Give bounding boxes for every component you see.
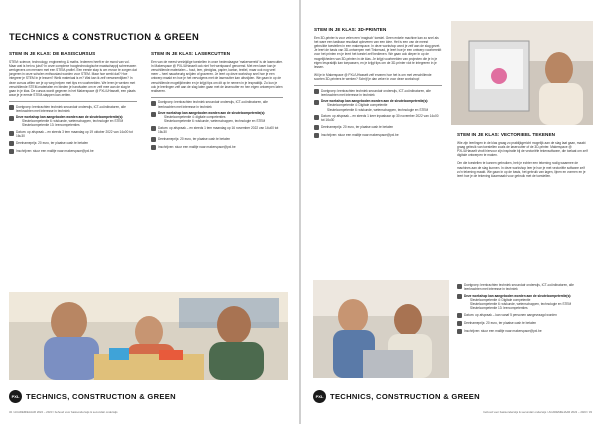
mail-icon bbox=[314, 133, 319, 138]
calendar-icon bbox=[151, 126, 156, 131]
info-prijs: Deelnameprijs: 20 euro, ter plaatse cash te betalen bbox=[314, 125, 442, 131]
info-competenties: Deze workshop kan aangeboden worden aan de sleutelcompetentie(s): Sleutelcompetentie 4: digitale competenties Sleutelcompetentie 6: wiskunde, wetenschappen, technologie en STEM bbox=[151, 111, 283, 123]
calendar-icon bbox=[9, 131, 14, 136]
calendar-icon bbox=[457, 313, 462, 318]
info-inschrijven[interactable]: Inschrijven: stuur een mailtje naar makerspace@pxl.be bbox=[9, 149, 137, 155]
article-heading: STEM IN JE KLAS: VECTORIEEL TEKENEN bbox=[457, 132, 556, 137]
footer-logo bbox=[313, 390, 480, 403]
left-page bbox=[0, 0, 299, 424]
article-basiscursus bbox=[9, 52, 137, 157]
footer-title: TECHNICS, CONSTRUCTION & GREEN bbox=[330, 392, 480, 401]
article-body: STEM: science, technology, engineering & maths. Iedereen heeft er de mond van vol. Maar wat is het nu juist? In onze complexe hoogtechnologische maatschappij schreeuwen werkgevers om mensen met een STEM-profiel. Een eerste stap is om ervoor te zorgen dat jongeren in onze scholen enthousiast worden voor STEM. Maar hoe werkt dat? Hoe integreer je STEM in je lessen? Welk materiaal is er? Wat kan ik zelf verwezenlijken? In deze cursus willen we je op weg helpen met tips en voorbeelden. We leren je werken met verschillende STEM-materialen en bieden je handvaten om er zelf mee aan de slag te gaan in je klas. De cursus wordt gegeven in het Makerspace @ PXL/UHasselt, een plaats waar je je eerste STEM-stappen kan zetten. bbox=[9, 60, 137, 97]
info-prijs: Deelnameprijs: 20 euro, ter plaatse cash te betalen bbox=[151, 137, 283, 143]
euro-icon bbox=[457, 321, 462, 326]
info-doelgroep: Doelgroep: leerkrachten techniek secundair onderwijs, ICT-coördinatoren, alle leerkrachten met interesse in techniek bbox=[151, 100, 283, 108]
pxl-logo: PXL bbox=[9, 390, 22, 403]
info-competenties: Deze workshop kan aangeboden worden aan de sleutelcompetentie(s): Sleutelcompetentie 6: wiskunde, wetenschappen, technologie en STEM Sleutelcompetentie 13: leercompetenties bbox=[9, 115, 137, 127]
info-datum: Datum: op afspraak – en steeds 3 tem maandag op 19 oktober 2022 van 14u00 tot 16u30 bbox=[9, 130, 137, 138]
divider bbox=[151, 97, 283, 98]
info-doelgroep: Doelgroep: leerkrachten techniek secundair onderwijs, ICT-coördinatoren, alle leerkrachten met interesse in techniek bbox=[457, 283, 589, 291]
article-body: Wil je in Makerspace @ PXL/UHasselt zelf ervaren hoe het is om met verschillende soorten 3D-printers te werken? Schrijf je dan zeker in voor deze workshop! bbox=[314, 72, 432, 81]
calendar-icon bbox=[314, 115, 319, 120]
article-body: Wie zijn leerlingen in de klas graag zo praktijkgericht mogelijk aan de slag laat gaan, maakt graag gebruik van toestellen zoals de lasercutter of de 3D-printer. Makerspace @ PXL/UHasselt vindt hiervoor zijn inspiratie bij de vectoriële tekensoftware, die toelaat om zelf digitale ontwerpen te maken. bbox=[457, 141, 588, 158]
info-doelgroep: Doelgroep: leerkrachten techniek secundair onderwijs, ICT-coördinatoren, alle leerkrachten met interesse in techniek bbox=[9, 105, 137, 113]
list-item: Sleutelcompetentie 13: leercompetenties bbox=[470, 305, 528, 310]
article-lasercutten bbox=[151, 52, 283, 153]
target-icon bbox=[314, 89, 319, 94]
article-heading: STEM IN JE KLAS: LASERCUTTEN bbox=[151, 51, 231, 56]
info-datum: Datum: op afspraak – en steeds 1 keer inpasbaar op 30 november 2022 van 14u00 tot 16u30 bbox=[314, 114, 442, 122]
check-icon bbox=[9, 116, 14, 121]
footer-logo bbox=[9, 390, 176, 403]
list-item: Sleutelcompetentie 6: wiskunde, wetenschappen, technologie en STEM bbox=[22, 119, 124, 124]
target-icon bbox=[457, 284, 462, 289]
check-icon bbox=[314, 100, 319, 105]
info-inschrijven[interactable]: Inschrijven: stuur een mailtje naar makerspace@pxl.be bbox=[314, 133, 442, 139]
euro-icon bbox=[151, 137, 156, 142]
mail-icon bbox=[457, 329, 462, 334]
article-3dprinten bbox=[314, 28, 442, 141]
divider bbox=[9, 101, 137, 102]
list-item: Sleutelcompetentie 6: wiskunde, wetenschappen, technologie en STEM bbox=[164, 119, 266, 124]
page-number: behoud voor basisonderwijs & secundair onderwijs / ACADEMIEJAAR 2022 – 2023 / 33 bbox=[483, 410, 592, 414]
euro-icon bbox=[314, 125, 319, 130]
list-item: Sleutelcompetentie 4: Digitale competentie bbox=[327, 103, 388, 108]
right-page bbox=[301, 0, 600, 424]
info-datum: Datum: op afspraak – kan vanaf 5 personen aangevraagd worden bbox=[457, 313, 589, 319]
list-item: Sleutelcompetentie 4: Digitale competentie bbox=[470, 297, 531, 302]
page-title: TECHNICS & CONSTRUCTION & GREEN bbox=[9, 31, 200, 42]
article-heading: STEM IN JE KLAS: DE BASISCURSUS bbox=[9, 51, 96, 56]
target-icon bbox=[151, 101, 156, 106]
list-item: Sleutelcompetentie 6: wiskunde, wetenschappen, technologie en STEM bbox=[327, 107, 429, 112]
info-datum: Datum: op afspraak – en steeds 1 tem maandag op 16 november 2022 van 14u00 tot 16u30 bbox=[151, 126, 283, 134]
info-inschrijven[interactable]: Inschrijven: stuur een mailtje naar makerspace@pxl.be bbox=[151, 145, 283, 151]
footer-title: TECHNICS, CONSTRUCTION & GREEN bbox=[26, 392, 176, 401]
article-body: Een van de meest veelzijdige toestellen in onze hedendaagse 'makerwereld' is de lasercutter. In Makerspace @ PXL/UHasselt ook niet 'het werkpaard' genoemd. Met een laser kan je verschillende materialen – hout, leer, plexiglas, papier, karton, textiel, maar ook nog veel meer – heel nauwkeurig snijden of graveren. Je leert op deze workshop snel hoe je een ontwerp maakt en hoe je het vervolgens met de lasercutter kan uitsnijden. We gaan in op de verschillende mogelijkheden en je krijgt tips om dit op te nemen in je lespraktijk. Zo kun je ook je leerlingen zelf aan de slag laten gaan met de lasercutter en hen eigen ontwerpen laten realiseren. bbox=[151, 60, 283, 93]
target-icon bbox=[9, 105, 14, 110]
article-heading: STEM IN JE KLAS: 3D-PRINTEN bbox=[314, 27, 387, 32]
article-vectorieel-info bbox=[457, 283, 589, 337]
info-competenties: Deze workshop kan aangeboden worden aan de sleutelcompetentie(s): Sleutelcompetentie 4: Digitale competentie Sleutelcompetentie 6: wiskunde, wetenschappen, technologie en STEM Sleutelcompetentie 13: leercompetenties bbox=[457, 294, 589, 310]
workshop-photo bbox=[313, 280, 449, 378]
check-icon bbox=[457, 294, 462, 299]
list-item: Sleutelcompetentie 6: wiskunde, wetenschappen, technologie en STEM bbox=[470, 301, 572, 306]
classroom-photo bbox=[9, 292, 288, 380]
article-body: Om die toestellen te kunnen gebruiken, heb je echter een tekening nodig waarmee de machines aan de slag kunnen. In deze workshop leer je hoe je met vectoriële software zelf zo'n tekening maakt. We gaan in op de basis, het gebruik van lagen, lijnen en vormen en je leert hoe je de tekening klaarmaakt voor gebruik met de toestellen. bbox=[457, 161, 586, 178]
3dprint-photo bbox=[451, 21, 593, 125]
info-inschrijven[interactable]: Inschrijven: stuur een mailtje naar makerspace@pxl.be bbox=[457, 329, 589, 335]
info-doelgroep: Doelgroep: leerkrachten techniek secundair onderwijs, ICT-coördinatoren, alle leerkrachten met interesse in techniek bbox=[314, 89, 442, 97]
info-prijs: Deelnameprijs: 20 euro, ter plaatse cash te betalen bbox=[9, 141, 137, 147]
list-item: Sleutelcompetentie 4: digitale competenties bbox=[164, 115, 226, 120]
info-prijs: Deelnameprijs: 20 euro, ter plaatse cash te betalen bbox=[457, 321, 589, 327]
mail-icon bbox=[9, 149, 14, 154]
divider bbox=[314, 85, 442, 86]
check-icon bbox=[151, 112, 156, 117]
pxl-logo: PXL bbox=[313, 390, 326, 403]
article-vectorieel bbox=[457, 133, 589, 182]
euro-icon bbox=[9, 141, 14, 146]
info-competenties: Deze workshop kan aangeboden worden aan de sleutelcompetentie(s): Sleutelcompetentie 4: Digitale competentie Sleutelcompetentie 6: wiskunde, wetenschappen, technologie en STEM bbox=[314, 99, 442, 111]
mail-icon bbox=[151, 145, 156, 150]
article-body: Een 3D-printer is voor velen een 'magisch' toestel. Geen enkele machine kan zo snel als het ware een tastbaar resultaat opleveren van een idee. Het is een van de meest gebruikte toestellen in een makerspace. In deze workshop word je zelf aan de slag gezet. Je leert de basis van 3D-ontwerpen met Tinkercad, je leert hoe je een ontwerp voorbereidt voor het printen en je leert het toestel zelf bedienen. We gaan ook dieper in op de mogelijkheden van 3D-printen in de klas. Je krijgt voorbeelden van projecten die je in je eigen lespraktijk kan toepassen, en je krijgt tips om de 3D-printer vlot te integreren in je lessen. bbox=[314, 36, 442, 69]
page-number: 32 / ACADEMIEJAAR 2022 – 2023 / behoud voor basisonderwijs & secundair onderwijs bbox=[9, 410, 118, 414]
list-item: Sleutelcompetentie 13: leercompetenties bbox=[22, 123, 80, 128]
